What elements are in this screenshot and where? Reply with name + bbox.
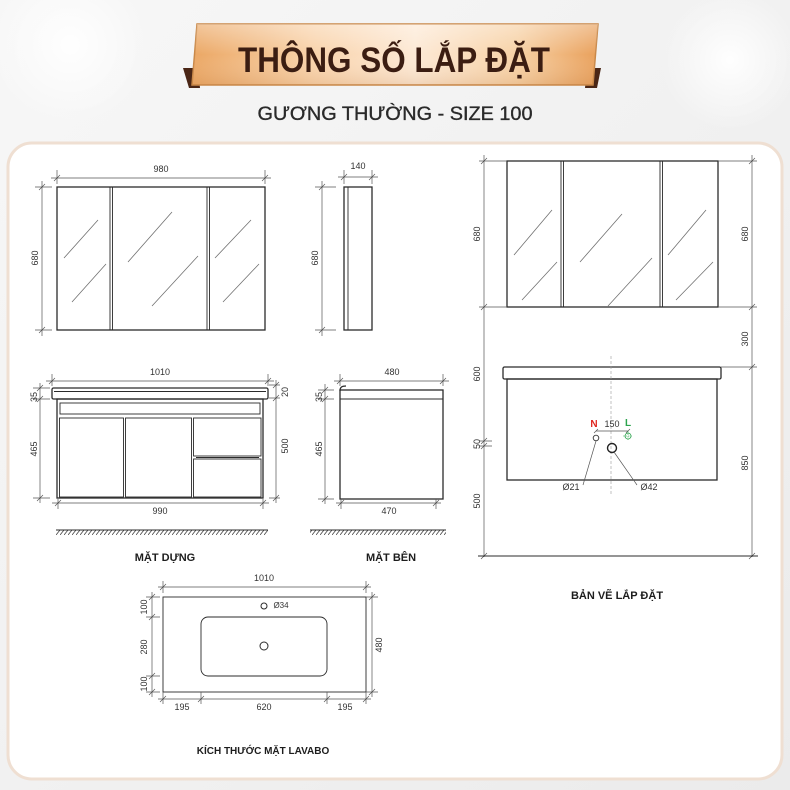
page-subtitle: GƯƠNG THƯỜNG - SIZE 100	[257, 104, 521, 125]
page-title: THÔNG SỐ LẮP ĐẶT	[238, 41, 586, 80]
lavabo-bottom-value-2: 620	[256, 702, 272, 712]
install-left-value-2: 600	[472, 366, 482, 382]
install-right-value-1: 680	[740, 226, 750, 242]
install-right-value-2: 300	[740, 331, 750, 347]
lavabo-left-value-3: 100	[139, 676, 149, 692]
install-left-value-1: 680	[472, 226, 482, 242]
live-marker-label: L	[624, 418, 632, 429]
lavabo-width-value: 1010	[253, 573, 275, 583]
lavabo-bottom-value-1: 195	[174, 702, 190, 712]
vanity-bottom-depth-value: 470	[381, 506, 397, 516]
install-right-value-3: 850	[740, 455, 750, 471]
install-view-label: BẢN VẼ LẮP ĐẶT	[570, 590, 664, 602]
mirror-depth-value: 140	[350, 161, 366, 171]
vanity-width-value: 1010	[149, 367, 171, 377]
countertop-thickness-value: 35	[29, 391, 39, 403]
mirror-height-value: 680	[30, 250, 40, 266]
vanity-bottom-width-value: 990	[152, 506, 168, 516]
mirror-width-value: 980	[153, 164, 169, 174]
side-countertop-thickness-value: 35	[314, 391, 324, 403]
lavabo-bottom-value-3: 195	[337, 702, 353, 712]
marker-spacing-value: 150	[604, 419, 620, 429]
front-view-label: MẶT DỰNG	[134, 552, 196, 564]
content-panel	[8, 143, 782, 779]
lavabo-left-value-1: 100	[139, 599, 149, 615]
lavabo-left-value-2: 280	[139, 639, 149, 655]
vanity-depth-value: 480	[384, 367, 400, 377]
side-cabinet-height-value: 465	[314, 441, 324, 457]
install-left-value-4: 500	[472, 493, 482, 509]
vanity-right-lower-value: 500	[280, 438, 290, 454]
vanity-right-upper-value: 20	[280, 386, 290, 398]
small-hole-diameter: Ø21	[562, 482, 580, 492]
install-left-value-3: 50	[472, 438, 482, 450]
cabinet-height-value: 465	[29, 441, 39, 457]
title-banner	[183, 24, 601, 88]
side-floor-hatching	[310, 530, 446, 535]
faucet-hole-diameter: Ø34	[273, 601, 289, 610]
mirror-side-height-value: 680	[310, 250, 320, 266]
side-view-label: MẶT BÊN	[365, 552, 417, 564]
floor-hatching	[56, 530, 268, 535]
lavabo-view-label: KÍCH THƯỚC MẶT LAVABO	[196, 746, 330, 757]
large-hole-diameter: Ø42	[640, 482, 658, 492]
lavabo-depth-value: 480	[374, 637, 384, 653]
neutral-marker-label: N	[590, 419, 598, 430]
